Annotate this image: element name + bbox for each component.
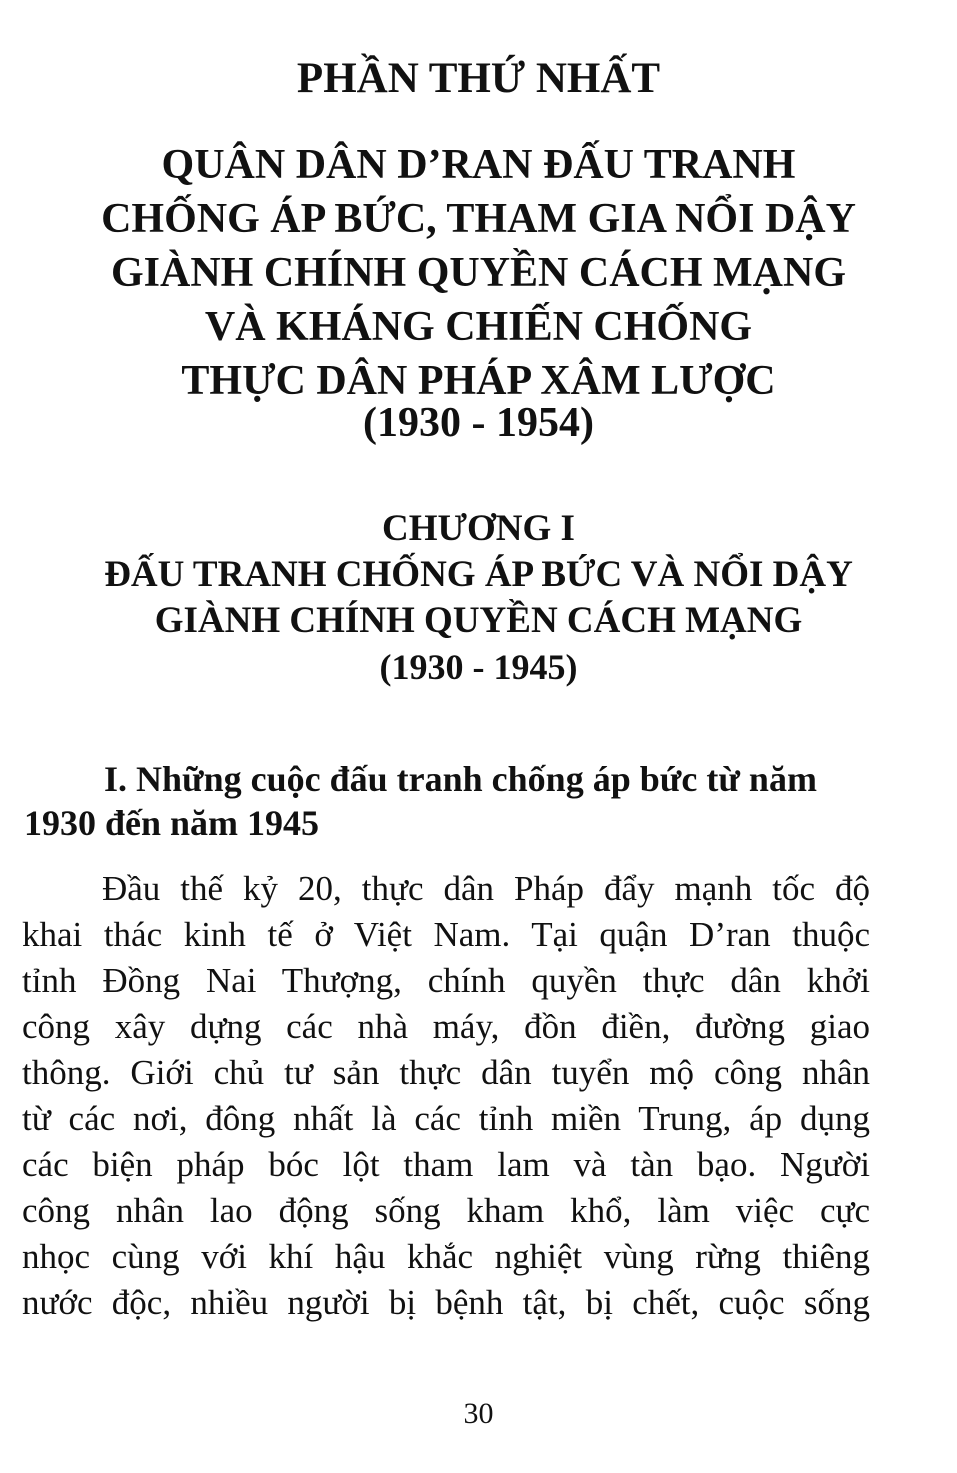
chapter-subtitle-line: ĐẤU TRANH CHỐNG ÁP BỨC VÀ NỔI DẬY (104, 554, 853, 595)
body-line: tỉnh Đồng Nai Thượng, chính quyền thực dân khởi (22, 961, 870, 1000)
chapter-years: (1930 - 1945) (379, 647, 578, 687)
body-paragraph (22, 866, 870, 1326)
part-subtitle-line: QUÂN DÂN D’RAN ĐẤU TRANH (161, 142, 796, 188)
section-heading-line: I. Những cuộc đấu tranh chống áp bức từ năm (104, 759, 817, 799)
part-subtitle-line: CHỐNG ÁP BỨC, THAM GIA NỔI DẬY (101, 196, 856, 242)
part-years: (1930 - 1954) (363, 400, 594, 446)
chapter-subtitle (30, 552, 927, 644)
body-line: thông. Giới chủ tư sản thực dân tuyển mộ công nhân (22, 1053, 870, 1092)
body-line: từ các nơi, đông nhất là các tỉnh miền Trung, áp dụng (22, 1099, 870, 1138)
body-line: công xây dựng các nhà máy, đồn điền, đường giao (22, 1007, 870, 1046)
chapter-title: CHƯƠNG I (382, 508, 575, 549)
chapter-subtitle-line: GIÀNH CHÍNH QUYỀN CÁCH MẠNG (154, 600, 803, 641)
body-line: khai thác kinh tế ở Việt Nam. Tại quận D’ran thuộc (22, 915, 870, 954)
part-title: PHẦN THỨ NHẤT (296, 55, 661, 102)
body-line: Đầu thế kỷ 20, thực dân Pháp đẩy mạnh tốc độ (102, 869, 870, 908)
section-heading (24, 757, 872, 845)
body-line: các biện pháp bóc lột tham lam và tàn bạo. Người (22, 1145, 870, 1184)
section-heading-line: 1930 đến năm 1945 (24, 803, 320, 843)
part-subtitle-line: THỰC DÂN PHÁP XÂM LƯỢC (181, 358, 776, 404)
part-subtitle (30, 138, 927, 408)
body-line: nước độc, nhiều người bị bệnh tật, bị chết, cuộc sống (22, 1283, 870, 1322)
body-line: nhọc cùng với khí hậu khắc nghiệt vùng rừng thiêng (22, 1237, 870, 1276)
page-number: 30 (463, 1397, 494, 1430)
body-line: công nhân lao động sống kham khổ, làm việc cực (22, 1191, 870, 1230)
part-subtitle-line: GIÀNH CHÍNH QUYỀN CÁCH MẠNG (111, 250, 846, 296)
part-subtitle-line: VÀ KHÁNG CHIẾN CHỐNG (204, 304, 753, 350)
